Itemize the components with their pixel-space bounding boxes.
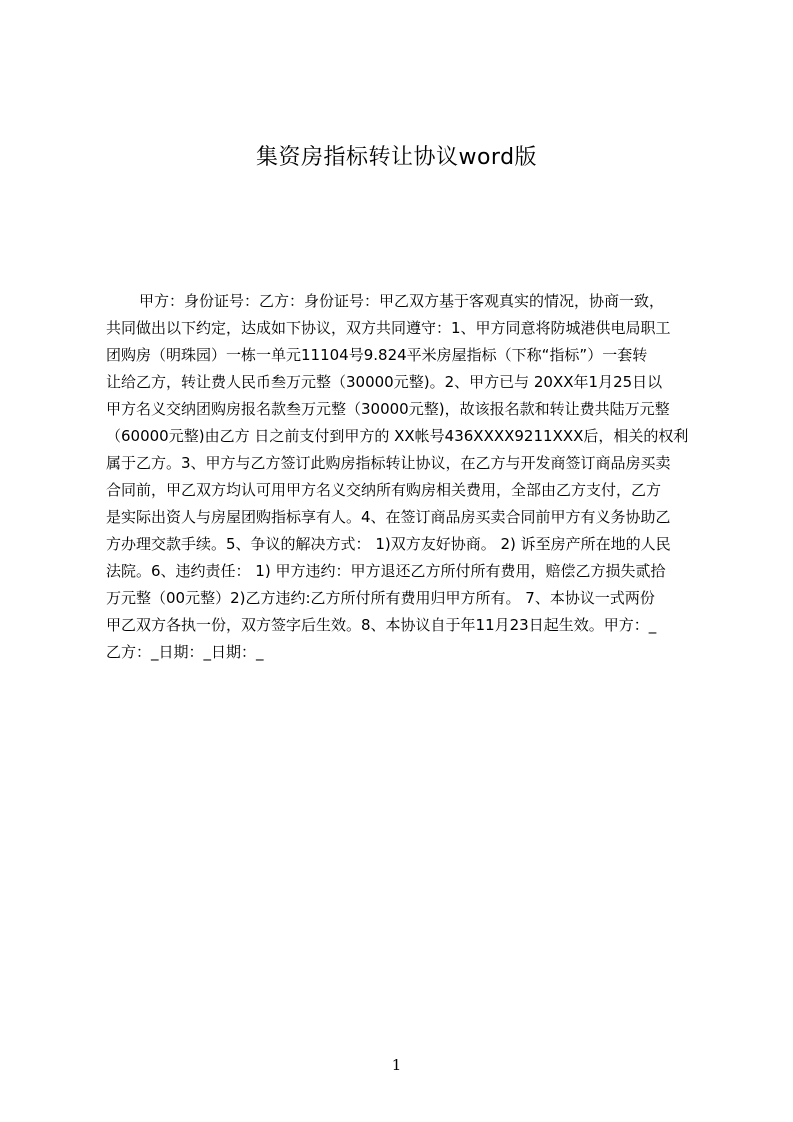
body-line-6: （60000元整)由乙方 日之前支付到甲方的 XX帐号436XXXX9211XXX后，相关的权利 <box>106 427 689 445</box>
body-line-14: 乙方：_日期：_日期：_ <box>106 643 264 661</box>
body-line-9: 是实际出资人与房屋团购指标享有人。4、在签订商品房买卖合同前甲方有义务协助乙 <box>106 508 671 526</box>
body-line-3: 团购房（明珠园）一栋一单元11104号9.824平米房屋指标（下称“指标”）一套转 <box>106 346 648 364</box>
body-line-13: 甲乙双方各执一份，双方签字后生效。8、本协议自于年11月23日起生效。甲方：_ <box>106 616 657 634</box>
body-line-1: 甲方：身份证号：乙方：身份证号：甲乙双方基于客观真实的情况，协商一致， <box>139 292 665 310</box>
body-line-8: 合同前，甲乙双方均认可用甲方名义交纳所有购房相关费用，全部由乙方支付，乙方 <box>106 481 662 499</box>
page-title: 集资房指标转让协议word版 <box>255 145 538 170</box>
agreement-body <box>106 288 697 666</box>
body-line-4: 让给乙方，转让费人民币叁万元整（30000元整)。2、甲方已与 20XX年1月25日以 <box>106 373 663 391</box>
body-line-12: 万元整（00元整）2)乙方违约:乙方所付所有费用归甲方所有。 7、本协议一式两份 <box>106 589 655 607</box>
body-line-2: 共同做出以下约定，达成如下协议，双方共同遵守：1、甲方同意将防城港供电局职工 <box>106 319 671 337</box>
body-line-7: 属于乙方。3、甲方与乙方签订此购房指标转让协议，在乙方与开发商签订商品房买卖 <box>106 454 671 472</box>
body-line-5: 甲方名义交纳团购房报名款叁万元整（30000元整)，故该报名款和转让费共陆万元整 <box>106 400 670 418</box>
body-line-11: 法院。6、违约责任： 1) 甲方违约：甲方退还乙方所付所有费用，赔偿乙方损失贰拾 <box>106 562 666 580</box>
page-number: 1 <box>391 1056 402 1074</box>
body-line-10: 方办理交款手续。5、争议的解决方式： 1)双方友好协商。 2) 诉至房产所在地的人民 <box>106 535 671 553</box>
